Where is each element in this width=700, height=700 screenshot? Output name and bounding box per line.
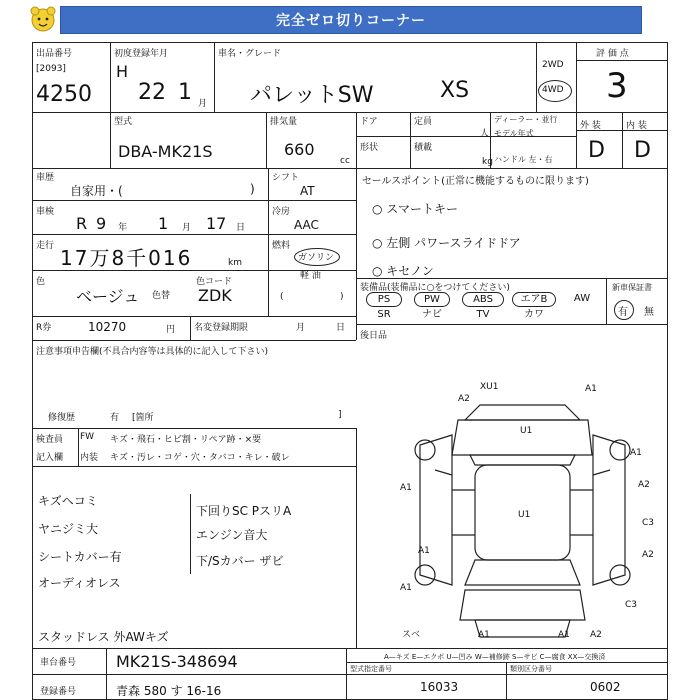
damage-mark: スベ (402, 630, 421, 640)
model-label: 車名・グレード (218, 49, 282, 59)
insp-day-unit: 日 (236, 223, 246, 233)
equip-abs: ABS (462, 292, 504, 307)
sales-item: ○ スマートキー (372, 202, 459, 216)
type-value: DBA-MK21S (118, 142, 213, 161)
capacity-unit: 人 (480, 129, 490, 139)
reg-year: 22 (138, 80, 166, 105)
warranty-label: 新車保証書 (612, 283, 652, 292)
damage-mark: XU1 (480, 382, 499, 392)
equip-navi: ナビ (422, 309, 442, 320)
sales-item: ○ キセノン (372, 264, 434, 278)
warranty-no: 無 (644, 307, 654, 318)
reg-month: 1 (178, 80, 192, 105)
cc-unit: cc (340, 156, 350, 166)
type-label: 型式 (114, 117, 133, 127)
diagram-legend: A—キズ E—エクボ U—凹み W—補修跡 S—サビ C—腐食 XX—交換済 (384, 653, 606, 661)
mascot-bear-icon (28, 4, 58, 34)
insp-day: 17 (206, 214, 227, 233)
km-unit: km (228, 258, 242, 268)
chassis-label: 車台番号 (40, 658, 77, 668)
entry-label: 記入欄 (36, 453, 64, 463)
damage-mark: A1 (630, 448, 642, 458)
capacity-label: 定員 (414, 117, 433, 127)
shift-value: AT (300, 184, 315, 198)
insp-year-unit: 年 (118, 223, 128, 233)
insp-month: 1 (158, 214, 169, 233)
damage-mark: C3 (642, 518, 655, 528)
dealer-label: ディーラー・並行 (494, 115, 558, 124)
insp-era: R (76, 214, 88, 233)
load-label: 積載 (414, 143, 433, 153)
color-code-label: 色コード (196, 277, 233, 287)
f1-label: 型式指定番号 (350, 665, 392, 673)
damage-mark: A2 (638, 480, 650, 490)
damage-mark: A1 (400, 483, 412, 493)
rename-label: 名変登録期限 (194, 323, 249, 333)
equip-tv: TV (476, 309, 490, 320)
f2-label: 類別区分番号 (510, 665, 552, 673)
f2-value: 0602 (590, 680, 621, 694)
recycle-label: R券 (36, 323, 52, 333)
history-close: ) (250, 182, 255, 196)
lot-label: 出品番号 (36, 49, 73, 59)
banner-title: 完全ゼロ切りコーナー (60, 6, 642, 34)
damage-mark: A1 (400, 583, 412, 593)
reg-value: 青森 580 す 16-16 (116, 684, 222, 698)
damage-mark: A1 (558, 630, 570, 640)
color-label: 色 (36, 277, 46, 287)
cc-value: 660 (284, 140, 315, 159)
color-value: ベージュ (76, 287, 140, 306)
warranty-yes: 有 (618, 307, 628, 318)
damage-mark: A2 (458, 394, 470, 404)
remark-left: スタッドレス 外AWキズ (38, 630, 169, 644)
damage-mark: U1 (518, 510, 531, 520)
damage-mark: A2 (590, 630, 602, 640)
remark-left: シートカバー有 (38, 550, 122, 564)
equip-aw: AW (573, 293, 591, 304)
cc-label: 排気量 (270, 117, 298, 127)
equip-pw: PW (414, 292, 450, 307)
damage-mark: A1 (478, 630, 490, 640)
remark-right: 下回りSC PスリA (196, 504, 292, 518)
drive-4wd: 4WD (542, 85, 564, 95)
fw-label: FW (80, 432, 95, 442)
int-grade: D (634, 138, 651, 163)
insp-month-unit: 月 (182, 223, 192, 233)
equip-title: 装備品(装備品に○をつけてください) (360, 283, 510, 293)
car-damage-diagram (380, 375, 665, 645)
fuel-label: 燃料 (272, 241, 291, 251)
repair-value: 有 (110, 413, 120, 423)
repair-place: [箇所 (132, 413, 154, 423)
damage-mark: C3 (625, 600, 638, 610)
reg-era: H (116, 62, 129, 81)
inspector-label: 検査員 (36, 435, 64, 445)
score-value: 3 (606, 66, 628, 106)
fw-items: キズ・飛石・ヒビ割・リペア跡・×要 (110, 435, 262, 445)
remark-left: ヤニジミ大 (38, 522, 99, 536)
repair-close: ] (338, 410, 342, 420)
first-reg-label: 初度登録年月 (114, 49, 169, 59)
remark-right: エンジン音大 (196, 528, 268, 542)
damage-mark: A1 (585, 384, 597, 394)
remark-left: キズヘコミ (38, 494, 98, 508)
damage-mark: A1 (418, 546, 430, 556)
model-name: パレットSW (250, 83, 374, 108)
shape-label: 形状 (360, 143, 379, 153)
lot-number: 4250 (36, 82, 92, 107)
sales-item: ○ 左側 パワースライドドア (372, 236, 521, 250)
rename-day: 日 (336, 323, 346, 333)
score-label: 評 価 点 (596, 49, 629, 59)
equip-sr: SR (377, 309, 391, 320)
post-items-label: 後日品 (360, 331, 388, 341)
paren-close: ) (340, 292, 344, 302)
equip-ps: PS (366, 292, 402, 307)
damage-mark: U1 (520, 426, 533, 436)
shift-label: シフト (272, 173, 300, 183)
ac-value: AAC (294, 218, 319, 232)
door-label: ドア (360, 117, 378, 127)
rename-month: 月 (296, 323, 306, 333)
load-unit: kg (482, 157, 493, 167)
equip-airbag: エアB (512, 292, 556, 307)
int-label: 内 装 (626, 121, 647, 131)
repair-label: 修復歴 (48, 413, 76, 423)
recycle-value: 10270 (88, 320, 127, 334)
chassis-value: MK21S-348694 (116, 652, 238, 671)
reg-month-unit: 月 (198, 99, 208, 109)
insp-year: 9 (96, 214, 107, 233)
interior-label: 内装 (80, 453, 99, 463)
mileage-label: 走行 (36, 241, 55, 251)
drive-2wd: 2WD (542, 60, 564, 70)
history-label: 車歴 (36, 173, 55, 183)
paren-open: ( (280, 292, 284, 302)
model-year-label: モデル年式 (494, 129, 534, 138)
remark-right: 下/Sカバー ザビ (196, 554, 284, 568)
int-items: キズ・汚レ・コゲ・穴・タバコ・キレ・破レ (110, 453, 290, 463)
notes-title: 注意事項申告欄(不具合内容等は具体的に記入して下さい) (36, 347, 269, 357)
ext-label: 外 装 (580, 121, 601, 131)
lot-sub: [2093] (36, 64, 66, 74)
inspection-label: 車検 (36, 207, 55, 217)
f1-value: 16033 (420, 680, 459, 694)
handle-label: ハンドル 左・右 (494, 155, 553, 164)
ext-grade: D (588, 138, 605, 163)
damage-mark: A2 (642, 550, 654, 560)
sales-title: セールスポイント(正常に機能するものに限ります) (362, 176, 589, 187)
paint-label: 色替 (152, 291, 171, 301)
history-value: 自家用・( (70, 184, 123, 198)
equip-leather: カワ (524, 309, 544, 320)
yen-unit: 円 (166, 325, 176, 335)
ac-label: 冷房 (272, 207, 291, 217)
fuel-gas: ガソリン (298, 253, 335, 263)
fuel-diesel: 軽 油 (300, 271, 321, 281)
reg-label: 登録番号 (40, 687, 77, 697)
remark-left: オーディオレス (38, 576, 121, 590)
mileage-value: 17万8千016 (60, 246, 193, 270)
grade: XS (440, 78, 470, 103)
color-code: ZDK (198, 286, 232, 305)
